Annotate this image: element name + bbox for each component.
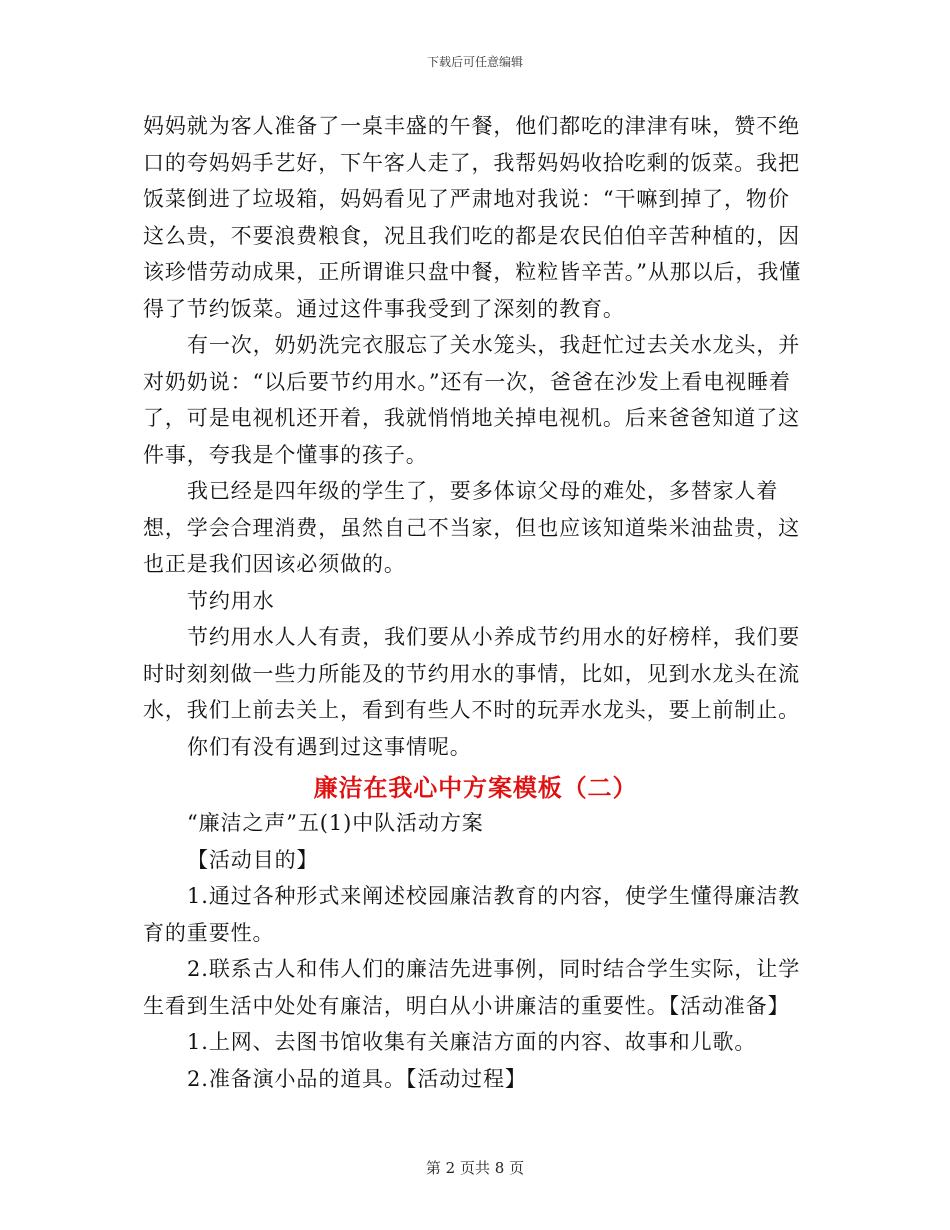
paragraph-question: 你们有没有遇到过这事情呢。 <box>187 734 472 759</box>
paragraph-fourth-grade: 我已经是四年级的学生了，要多体谅父母的难处，多替家人着想，学会合理消费，虽然自己不当家，但也应该知道柴米油盐贵，这也正是我们因该必须做的。 <box>143 479 800 576</box>
section-title: 廉洁在我心中方案模板（二） <box>313 774 638 802</box>
purpose-item-1: 1.通过各种形式来阐述校园廉洁教育的内容，使学生懂得廉洁教育的重要性。 <box>143 884 801 945</box>
paragraph-grandma: 有一次，奶奶洗完衣服忘了关水笼头，我赶忙过去关水龙头，并对奶奶说：“以后要节约用水。”还有一次，爸爸在沙发上看电视睡着了，可是电视机还开着，我就悄悄地关掉电视机。后来爸爸知道了这件事，夸我是个懂事的孩子。 <box>143 333 801 467</box>
document-body <box>143 108 808 1097</box>
paragraph-save-water: 节约用水人人有责，我们要从小养成节约用水的好榜样，我们要时时刻刻做一些力所能及的节约用水的事情，比如，见到水龙头在流水，我们上前去关上，看到有些人不时的玩弄水龙头，要上前制止。 <box>143 625 801 722</box>
purpose-heading: 【活动目的】 <box>187 847 319 872</box>
page-header: 下载后可任意编辑 <box>426 55 523 69</box>
page-footer: 第 2 页共 8 页 <box>425 1159 525 1177</box>
plan-subtitle: “廉洁之声”五(1)中队活动方案 <box>187 811 484 835</box>
prep-item-1: 1.上网、去图书馆收集有关廉洁方面的内容、故事和儿歌。 <box>187 1030 757 1054</box>
subheading-save-water: 节约用水 <box>187 588 275 613</box>
paragraph-meal: 妈妈就为客人准备了一桌丰盛的午餐，他们都吃的津津有味，赞不绝口的夸妈妈手艺好，下午客人走了，我帮妈妈收拾吃剩的饭菜。我把饭菜倒进了垃圾箱，妈妈看见了严肃地对我说：“干嘛到掉了，物价这么贵，不要浪费粮食，况且我们吃的都是农民伯伯辛苦种植的，因该珍惜劳动成果，正所谓谁只盘中餐，粒粒皆辛苦。”从那以后，我懂得了节约饭菜。通过这件事我受到了深刻的教育。 <box>143 114 802 321</box>
prep-item-2: 2.准备演小品的道具。【活动过程】 <box>187 1066 527 1091</box>
purpose-item-2: 2.联系古人和伟人们的廉洁先进事例，同时结合学生实际，让学生看到生活中处处有廉洁，明白从小讲廉洁的重要性。【活动准备】 <box>143 957 801 1018</box>
